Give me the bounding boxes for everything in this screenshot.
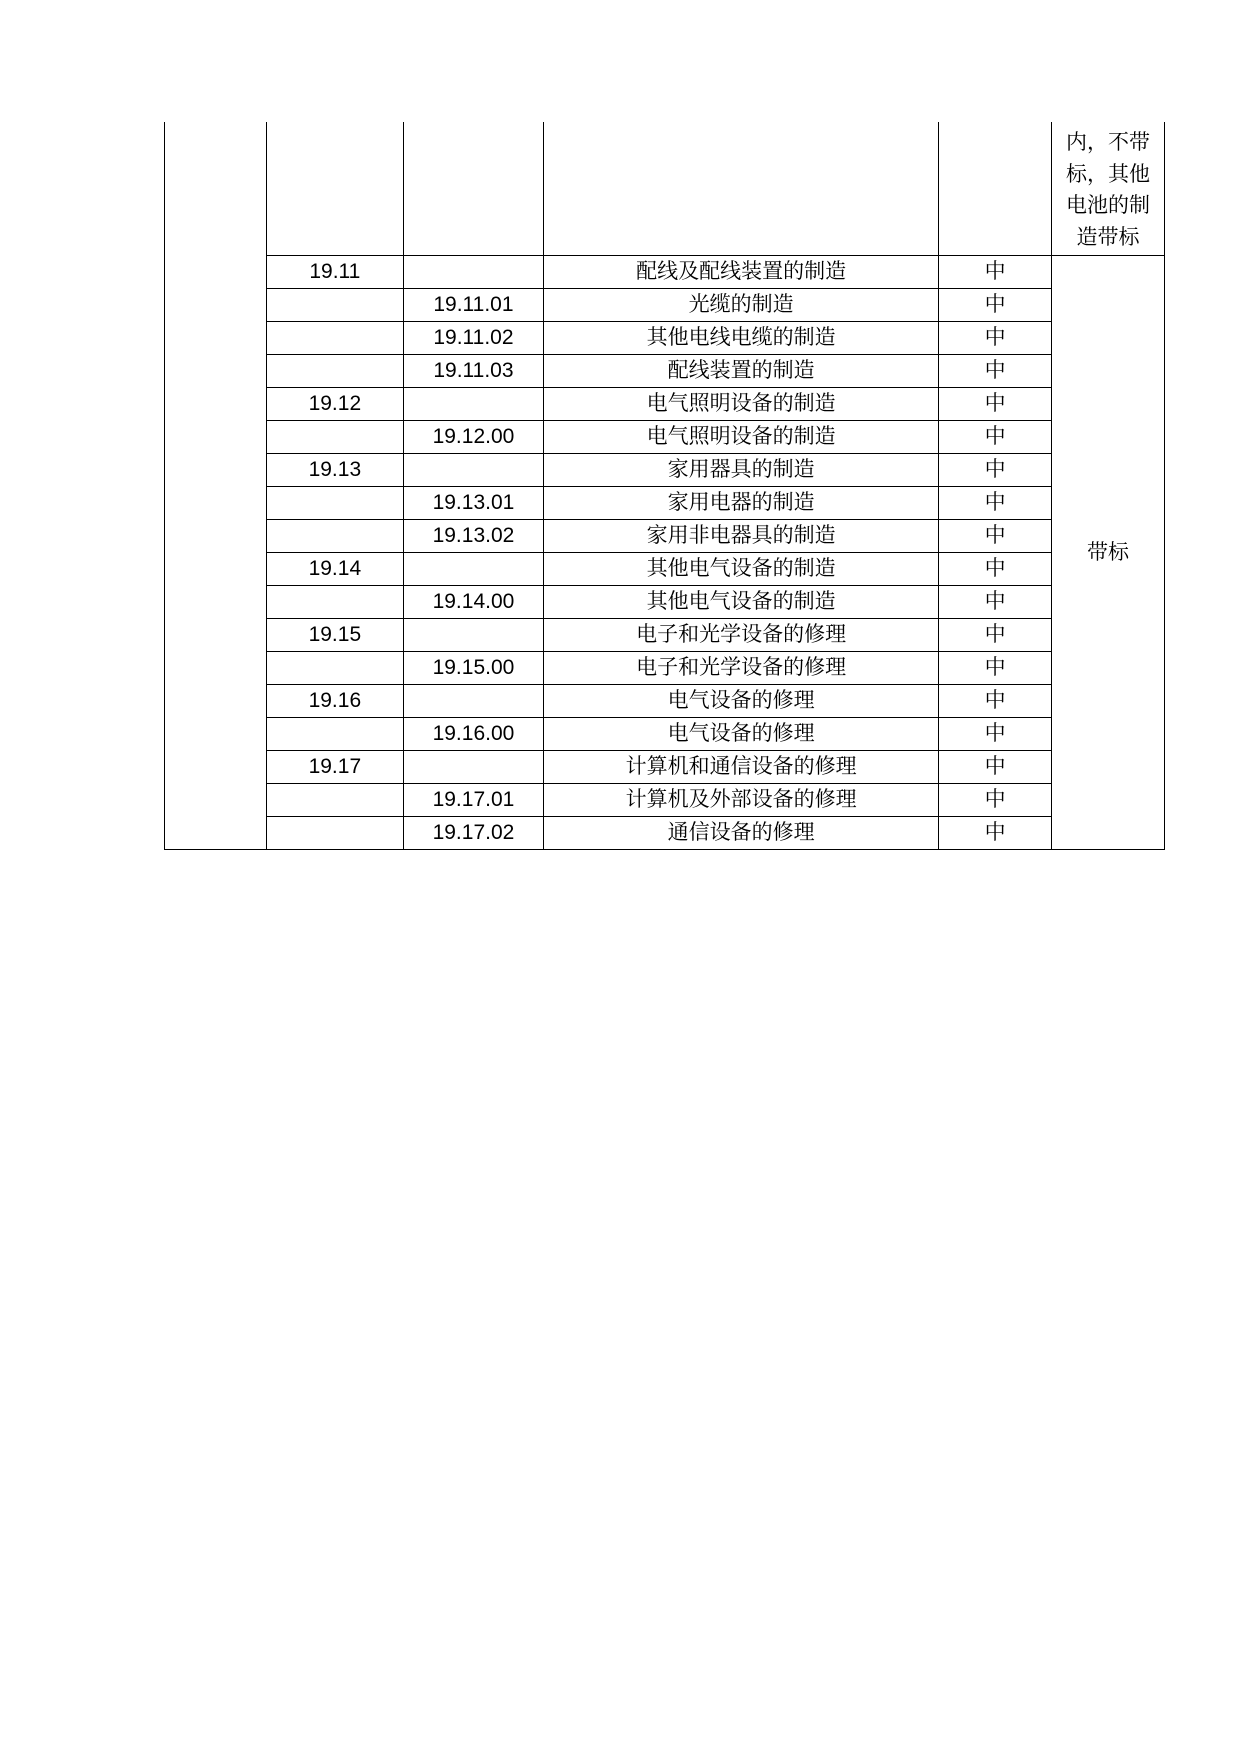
note-line: 标，其他 [1066, 162, 1151, 186]
table-row [165, 586, 1165, 619]
code-cell: 19.11.02 [403, 322, 543, 355]
table-row [165, 784, 1165, 817]
code-cell [403, 388, 543, 421]
name-cell: 电气照明设备的制造 [544, 388, 939, 421]
code-cell: 19.11.01 [403, 289, 543, 322]
level-cell: 中 [939, 289, 1052, 322]
level-cell: 中 [939, 388, 1052, 421]
level-cell: 中 [939, 553, 1052, 586]
level-cell: 中 [939, 421, 1052, 454]
table-row [165, 256, 1165, 289]
table-row [165, 487, 1165, 520]
group-cell [266, 355, 403, 388]
name-cell: 光缆的制造 [544, 289, 939, 322]
level-cell: 中 [939, 718, 1052, 751]
level-cell: 中 [939, 685, 1052, 718]
table-row [165, 718, 1165, 751]
note-line: 内，不带 [1066, 131, 1151, 154]
name-cell: 家用器具的制造 [544, 454, 939, 487]
group-cell [266, 652, 403, 685]
level-cell: 中 [939, 817, 1052, 850]
code-cell: 19.12.00 [403, 421, 543, 454]
table-row [165, 751, 1165, 784]
code-cell [403, 256, 543, 289]
code-cell: 19.16.00 [403, 718, 543, 751]
table-row [165, 553, 1165, 586]
level-cell [939, 122, 1052, 256]
name-cell [544, 122, 939, 256]
name-cell: 电气照明设备的制造 [544, 421, 939, 454]
note-cell: 带标 [1052, 256, 1165, 850]
classification-table [164, 122, 1165, 850]
name-cell: 通信设备的修理 [544, 817, 939, 850]
code-cell [403, 553, 543, 586]
table-row [165, 421, 1165, 454]
name-cell: 电气设备的修理 [544, 718, 939, 751]
group-cell [266, 289, 403, 322]
table-row [165, 652, 1165, 685]
level-cell: 中 [939, 322, 1052, 355]
code-cell [403, 122, 543, 256]
level-cell: 中 [939, 652, 1052, 685]
name-cell: 计算机及外部设备的修理 [544, 784, 939, 817]
table-row [165, 355, 1165, 388]
level-cell: 中 [939, 454, 1052, 487]
level-cell: 中 [939, 784, 1052, 817]
level-cell: 中 [939, 619, 1052, 652]
group-cell: 19.14 [266, 553, 403, 586]
table-row [165, 454, 1165, 487]
level-cell: 中 [939, 355, 1052, 388]
name-cell: 配线及配线装置的制造 [544, 256, 939, 289]
name-cell: 其他电气设备的制造 [544, 553, 939, 586]
group-cell [266, 817, 403, 850]
note-cell-continued [1052, 122, 1165, 256]
table-row [165, 289, 1165, 322]
blank-first-column [165, 122, 267, 850]
group-cell: 19.12 [266, 388, 403, 421]
code-cell: 19.15.00 [403, 652, 543, 685]
group-cell: 19.11 [266, 256, 403, 289]
table-row [165, 388, 1165, 421]
group-cell [266, 718, 403, 751]
table-row-continued [165, 122, 1165, 256]
code-cell: 19.17.01 [403, 784, 543, 817]
group-cell: 19.17 [266, 751, 403, 784]
code-cell: 19.13.02 [403, 520, 543, 553]
level-cell: 中 [939, 586, 1052, 619]
name-cell: 电气设备的修理 [544, 685, 939, 718]
table-row [165, 322, 1165, 355]
group-cell [266, 487, 403, 520]
name-cell: 家用非电器具的制造 [544, 520, 939, 553]
table-row [165, 817, 1165, 850]
name-cell: 电子和光学设备的修理 [544, 652, 939, 685]
table-row [165, 685, 1165, 718]
name-cell: 配线装置的制造 [544, 355, 939, 388]
group-cell [266, 784, 403, 817]
code-cell [403, 685, 543, 718]
name-cell: 电子和光学设备的修理 [544, 619, 939, 652]
level-cell: 中 [939, 751, 1052, 784]
group-cell [266, 586, 403, 619]
code-cell: 19.17.02 [403, 817, 543, 850]
code-cell [403, 454, 543, 487]
group-cell: 19.16 [266, 685, 403, 718]
level-cell: 中 [939, 487, 1052, 520]
table-row [165, 619, 1165, 652]
code-cell: 19.13.01 [403, 487, 543, 520]
group-cell [266, 520, 403, 553]
note-line: 电池的制 [1066, 194, 1151, 217]
note-line: 造带标 [1076, 225, 1140, 249]
group-cell: 19.15 [266, 619, 403, 652]
group-cell [266, 122, 403, 256]
level-cell: 中 [939, 520, 1052, 553]
group-cell [266, 421, 403, 454]
name-cell: 其他电线电缆的制造 [544, 322, 939, 355]
table-row [165, 520, 1165, 553]
code-cell [403, 751, 543, 784]
table-body [165, 122, 1165, 850]
level-cell: 中 [939, 256, 1052, 289]
group-cell [266, 322, 403, 355]
code-cell: 19.11.03 [403, 355, 543, 388]
group-cell: 19.13 [266, 454, 403, 487]
code-cell: 19.14.00 [403, 586, 543, 619]
name-cell: 计算机和通信设备的修理 [544, 751, 939, 784]
name-cell: 家用电器的制造 [544, 487, 939, 520]
name-cell: 其他电气设备的制造 [544, 586, 939, 619]
code-cell [403, 619, 543, 652]
